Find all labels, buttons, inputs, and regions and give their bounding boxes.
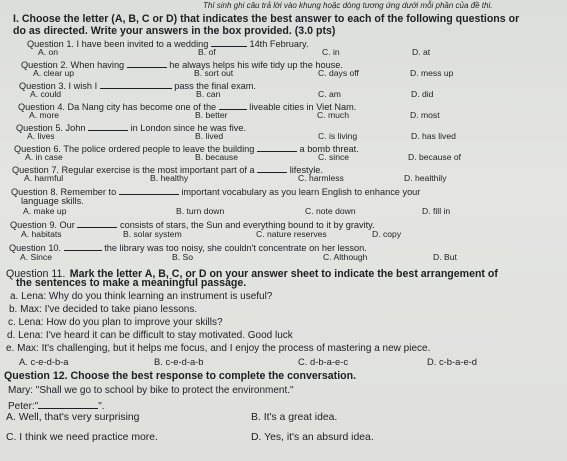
question-8-continuation: language skills.: [21, 196, 84, 206]
question-6: [14, 143, 359, 154]
section-title-line2: do as directed. Write your answers in the box provided. (3.0 pts): [13, 25, 336, 37]
question-11-instruction-cont: the sentences to make a meaningful passage.: [16, 277, 247, 289]
option-d: D. at: [412, 47, 431, 57]
option-d: D. did: [411, 89, 434, 99]
answer-blank: [100, 80, 172, 89]
question-9-stem: Question 9. Our: [10, 220, 75, 230]
question-1-stem: Question 1. I have been invited to a wedding: [27, 39, 209, 49]
option-a: A. clear up: [33, 68, 75, 78]
option-d: D. But: [433, 252, 457, 262]
question-5-stem: Question 5. John: [16, 123, 86, 133]
question-8-tail: important vocabulary as you learn English to enhance your: [181, 187, 421, 197]
question-5-tail: in London since he was five.: [130, 123, 247, 133]
option-b: B. It's a great idea.: [251, 412, 338, 423]
dialogue-peter-open: Peter:": [8, 401, 39, 412]
option-a: A. make up: [23, 206, 67, 216]
question-10-stem: Question 10.: [9, 243, 62, 253]
answer-blank: [119, 186, 179, 195]
answer-blank: [77, 219, 117, 228]
option-c: C. I think we need practice more.: [6, 432, 158, 443]
option-a: A. in case: [25, 152, 63, 162]
option-d: D. because of: [408, 152, 462, 162]
option-d: D. mess up: [410, 68, 454, 78]
option-b: B. healthy: [150, 173, 189, 183]
dialogue-peter: [8, 400, 105, 412]
sentence-a: a. Lena: Why do you think learning an instrument is useful?: [10, 291, 273, 302]
option-d: D. Yes, it's an absurd idea.: [251, 432, 374, 443]
option-a: A. lives: [27, 131, 55, 141]
question-7-stem: Question 7. Regular exercise is the most important part of a: [12, 165, 255, 175]
option-b: B. better: [195, 110, 228, 120]
option-b: B. lived: [195, 131, 224, 141]
option-c: C. days off: [318, 68, 359, 78]
answer-blank: [88, 122, 128, 131]
sentence-c: c. Lena: How do you plan to improve your skills?: [8, 317, 223, 328]
question-11-instruction: Mark the letter A, B, C, or D on your answer sheet to indicate the best arrangement of: [69, 268, 498, 280]
option-c: C. Although: [323, 252, 368, 262]
question-4-stem: Question 4. Da Nang city has become one of the: [18, 102, 217, 112]
header-note: Thí sinh ghi câu trả lời vào khung hoặc dòng tương ứng dưới mỗi phần của đề thi.: [203, 1, 493, 10]
sentence-b: b. Max: I've decided to take piano lessons.: [9, 304, 198, 315]
answer-blank: [211, 38, 247, 47]
answer-blank: [257, 143, 297, 152]
option-b: B. turn down: [176, 206, 225, 216]
sentence-d: d. Lena: I've heard it can be difficult to stay motivated. Good luck: [7, 330, 293, 341]
option-c: C. d-b-a-e-c: [298, 356, 349, 367]
option-c: C. note down: [305, 206, 356, 216]
dialogue-peter-close: ".: [98, 401, 105, 412]
option-b: B. solar system: [123, 229, 182, 239]
question-6-tail: a bomb threat.: [299, 144, 359, 154]
option-b: B. c-e-d-a-b: [154, 356, 204, 367]
option-a: A. on: [38, 47, 59, 57]
question-7-tail: lifestyle.: [289, 165, 323, 175]
option-c: C. is living: [318, 131, 358, 141]
option-c: C. much: [317, 110, 349, 120]
option-c: C. since: [318, 152, 350, 162]
question-1-tail: 14th February.: [249, 39, 309, 49]
dialogue-mary: Mary: "Shall we go to school by bike to protect the environment.": [8, 385, 294, 396]
answer-blank: [38, 400, 98, 409]
option-c: C. in: [322, 47, 340, 57]
question-4-tail: liveable cities in Viet Nam.: [249, 102, 357, 112]
question-1: [27, 38, 309, 49]
option-a: A. harmful: [24, 173, 64, 183]
option-d: D. healthily: [404, 173, 447, 183]
option-a: A. habitats: [21, 229, 62, 239]
question-11-number: Question 11.: [6, 268, 66, 280]
option-d: D. has lived: [411, 131, 456, 141]
option-a: A. more: [29, 110, 60, 120]
question-8-stem: Question 8. Remember to: [11, 187, 117, 197]
sentence-e: e. Max: It's challenging, but it helps me focus, and I enjoy the process of mastering a new piece.: [6, 343, 431, 354]
option-d: D. c-b-a-e-d: [427, 356, 478, 367]
answer-blank: [257, 164, 287, 173]
option-a: A. Well, that's very surprising: [6, 412, 140, 423]
section-title-line1: I. Choose the letter (A, B, C or D) that indicates the best answer to each of the following questions or: [13, 13, 520, 25]
option-a: A. c-e-d-b-a: [19, 356, 69, 367]
option-b: B. of: [198, 47, 216, 57]
option-d: D. most: [410, 110, 440, 120]
question-10-tail: the library was too noisy, she couldn't concentrate on her lesson.: [104, 243, 367, 253]
question-3-stem: Question 3. I wish I: [19, 81, 98, 91]
option-c: C. nature reserves: [256, 229, 327, 239]
question-6-stem: Question 6. The police ordered people to leave the building: [14, 144, 255, 154]
option-a: A. could: [30, 89, 62, 99]
option-b: B. because: [195, 152, 238, 162]
question-4: [18, 101, 356, 112]
option-a: A. Since: [20, 252, 53, 262]
question-2-tail: he always helps his wife tidy up the house.: [169, 60, 343, 70]
answer-blank: [219, 101, 247, 110]
answer-blank: [64, 242, 102, 251]
option-c: C. am: [318, 89, 341, 99]
option-b: B. So: [172, 252, 194, 262]
option-b: B. can: [196, 89, 221, 99]
option-d: D. fill in: [422, 206, 451, 216]
question-2-stem: Question 2. When having: [21, 60, 125, 70]
option-b: B. sort out: [194, 68, 234, 78]
answer-blank: [127, 59, 167, 68]
question-12-heading: Question 12. Choose the best response to complete the conversation.: [4, 370, 357, 382]
option-d: D. copy: [372, 229, 402, 239]
question-3-tail: pass the final exam.: [174, 81, 256, 91]
option-c: C. harmless: [298, 173, 344, 183]
question-9-tail: consists of stars, the Sun and everything bound to it by gravity.: [119, 220, 375, 230]
